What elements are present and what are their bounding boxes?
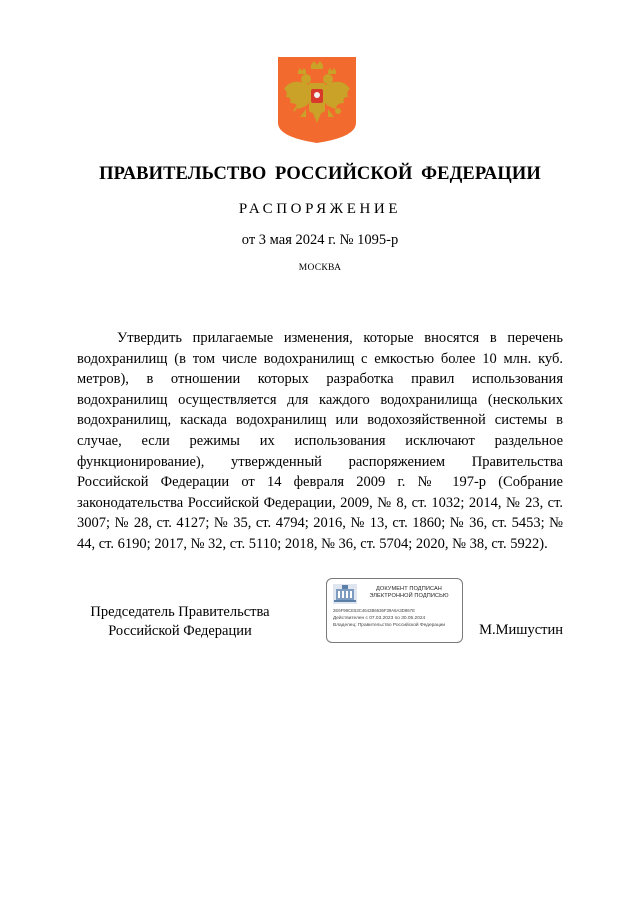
- signer-position-line1: Председатель Правительства: [90, 604, 270, 620]
- order-body-paragraph: Утвердить прилагаемые изменения, которые вносятся в перечень водохранилищ (в том числе водохранилищ с емкостью более 10 млн. куб. метров), в отношении которых разработка правил использования водохранилищ осуществляется для каждого водохранилища (нескольких водохранилищ, каскада водохранилищ или водохозяйственной системы в случае, если режимы их использования исключают раздельное функционирование), утвержденный распоряжением Правительства Российской Федерации от 14 февраля 2009 г. № 197-р (Собрание законодательства Российской Федерации, 2009, № 8, ст. 1032; 2014, № 23, ст. 3007; № 28, ст. 4127; № 35, ст. 4794; 2016, № 13, ст. 1860; № 36, ст. 5453; № 44, ст. 6190; 2017, № 32, ст. 5110; 2018, № 36, ст. 5704; 2020, № 38, ст. 5922).: [77, 330, 563, 552]
- government-building-icon: [333, 584, 357, 604]
- stamp-header-line2: ЭЛЕКТРОННОЙ ПОДПИСЬЮ: [369, 593, 449, 599]
- government-title: ПРАВИТЕЛЬСТВО РОССИЙСКОЙ ФЕДЕРАЦИИ: [99, 164, 541, 184]
- electronic-signature-stamp: [326, 578, 463, 643]
- signer-name: М.Мишустин: [479, 622, 563, 638]
- document-city: МОСКВА: [298, 263, 342, 273]
- coat-of-arms-icon: [276, 55, 358, 145]
- stamp-header-line1: ДОКУМЕНТ ПОДПИСАН: [376, 586, 442, 592]
- document-type: РАСПОРЯЖЕНИЕ: [238, 201, 402, 217]
- signer-position: [80, 603, 280, 641]
- document-date-number: от 3 мая 2024 г. № 1095-р: [241, 232, 399, 248]
- stamp-certificate: 2E6F99CE53C4642B6636F39A6A3D867E: [333, 608, 415, 613]
- signer-position-line2: Российской Федерации: [108, 623, 252, 639]
- stamp-header: [359, 586, 459, 600]
- stamp-owner: Владелец: Правительство Российской Федерации: [333, 623, 446, 628]
- stamp-validity: Действителен с 07.03.2023 по 30.05.2024: [333, 616, 426, 621]
